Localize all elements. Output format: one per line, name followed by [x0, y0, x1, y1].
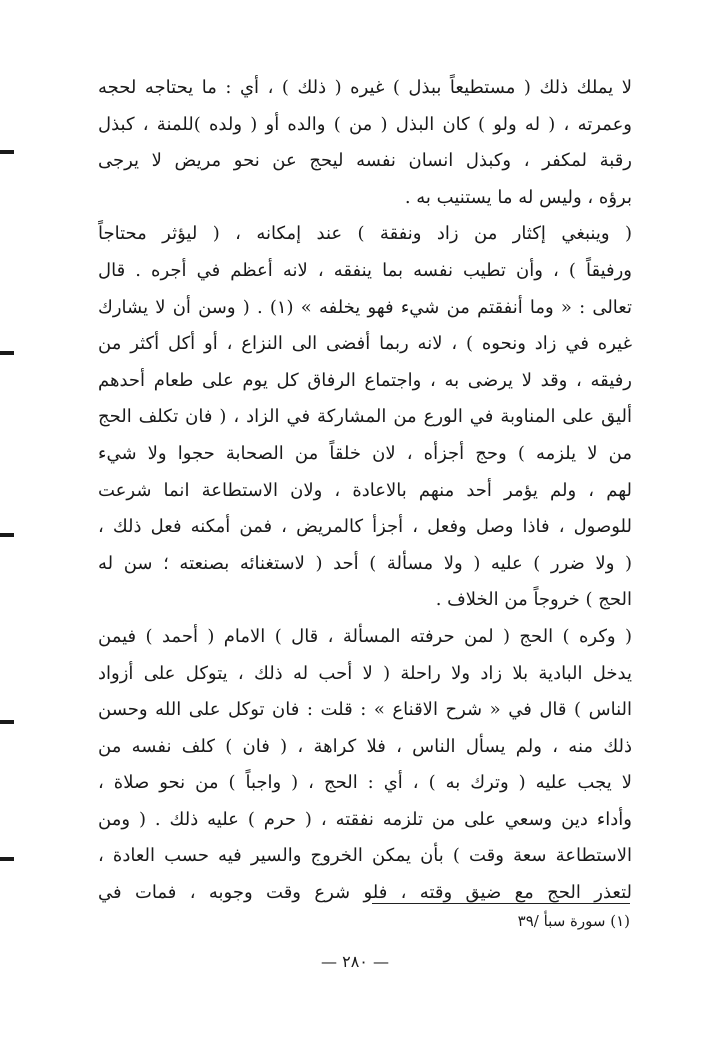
- text-line: لتعذر الحج مع ضيق وقته ، فلو شرع وقت وجوبه ، فمات في: [98, 882, 632, 904]
- text-line: غيره في زاد ونحوه ) ، لانه ربما أفضى الى النزاع ، أو أكل أكثر من: [98, 333, 632, 355]
- text-line: برؤه ، وليس له ما يستنيب به .: [404, 186, 632, 208]
- text-line: لهم ، ولم يؤمر أحد منهم بالاعادة ، ولان الاستطاعة انما شرعت: [98, 479, 632, 501]
- text-line: لا يملك ذلك ( مستطيعاً ببذل ) غيره ( ذلك ) ، أي : ما يحتاجه لحجه: [98, 77, 632, 98]
- text-line: للوصول ، فاذا وصل وفعل ، أجزأ كالمريض ، فمن أمكنه فعل ذلك ،: [98, 516, 632, 538]
- text-line: لا يجب عليه ( وترك به ) ، أي : الحج ، ( واجباً ) من نحو صلاة ،: [98, 772, 632, 794]
- text-line: رقبة لمكفر ، وكبذل انسان نفسه ليحج عن نحو مريض لا يرجى: [98, 150, 632, 172]
- text-line: أليق على المناوبة في الورع من المشاركة في الزاد ، ( فان تكلف الحج: [98, 406, 632, 428]
- text-line: ( ولا ضرر ) عليه ( ولا مسألة ) أحد ( لاستغنائه بصنعته ؛ سن له: [98, 552, 632, 574]
- text-line: وأداء دين وسعي على من تلزمه نفقته ، ( حرم ) عليه ذلك . ( ومن: [98, 808, 632, 830]
- text-line: تعالى : « وما أنفقتم من شيء فهو يخلفه » (١) . ( وسن أن لا يشارك: [98, 296, 632, 318]
- margin-mark: [0, 857, 14, 861]
- text-line: من لا يلزمه ) وحج أجزأه ، لان خلقاً من الصحابة حجوا ولا شيء: [98, 442, 632, 464]
- text-line: ( وينبغي إكثار من زاد ونفقة ) عند إمكانه ، ( ليؤثر محتاجاً: [98, 223, 632, 245]
- footnote: (١) سورة سبأ /٣٩: [517, 912, 630, 930]
- text-line: ( وكره ) الحج ( لمن حرفته المسألة ، قال ) الامام ( أحمد ) فيمن: [98, 625, 632, 647]
- text-line: الناس ) قال في « شرح الاقناع » : قلت : فان توكل على الله وحسن: [98, 699, 632, 721]
- text-line: ذلك منه ، ولم يسأل الناس ، فلا كراهة ، ( فان ) كلف نفسه من: [98, 735, 632, 757]
- text-line: الحج ) خروجاً من الخلاف .: [435, 589, 632, 611]
- margin-mark: [0, 533, 14, 537]
- text-line: رفيقه ، وقد لا يرضى به ، واجتماع الرفاق كل يوم على طعام أحدهم: [98, 369, 632, 391]
- page-number: — ٢٨٠ —: [321, 952, 389, 971]
- footnote-divider: [372, 903, 630, 904]
- text-line: وعمرته ، ( له ولو ) كان البذل ( من ) والده أو ( ولده )للمنة ، كبذل: [98, 113, 632, 135]
- margin-mark: [0, 720, 14, 724]
- main-text: [98, 70, 632, 912]
- text-line: الاستطاعة سعة وقت ) بأن يمكن الخروج والسير فيه حسب العادة ،: [98, 845, 632, 867]
- text-line: يدخل البادية بلا زاد ولا راحلة ( لا أحب له ذلك ، يتوكل على أزواد: [98, 662, 632, 684]
- text-line: ورفيقاً ) ، وأن تطيب نفسه بما ينفقه ، لانه أعظم في أجره . قال: [98, 259, 632, 281]
- margin-mark: [0, 150, 14, 154]
- margin-mark: [0, 351, 14, 355]
